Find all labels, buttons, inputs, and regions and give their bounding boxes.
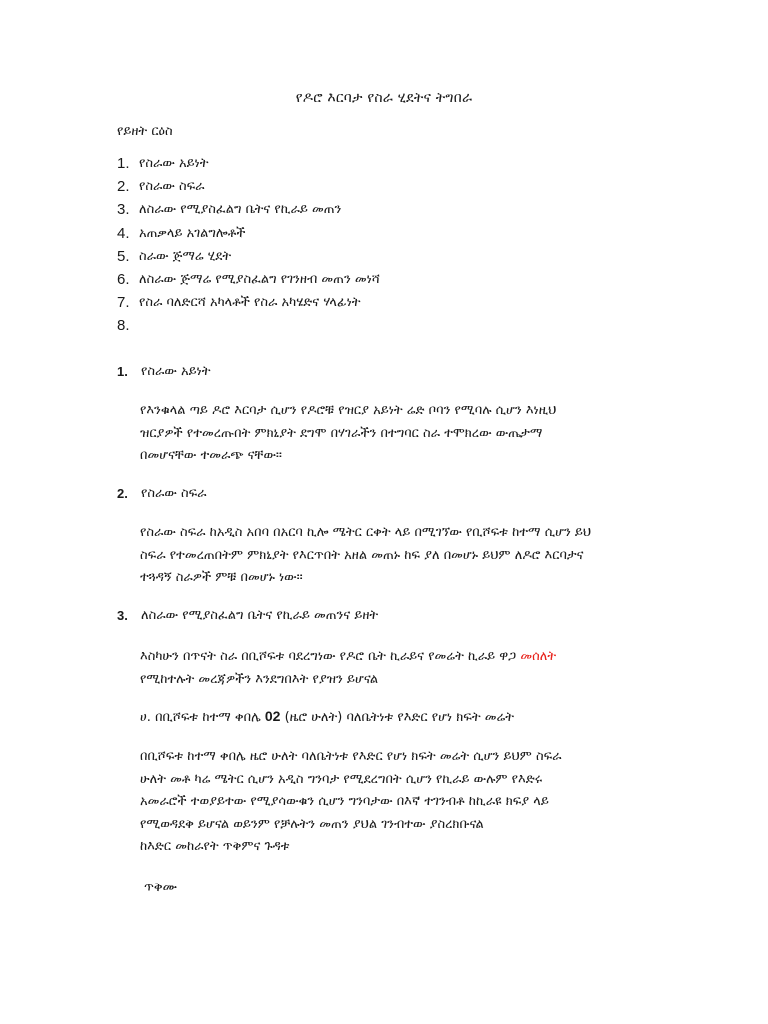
toc-text: አጠቃላይ አገልግሎቶች	[139, 225, 246, 241]
toc-item	[117, 222, 380, 245]
toc-item	[117, 314, 380, 337]
toc-text: የስራው አይነት	[139, 156, 209, 171]
section-heading	[117, 486, 207, 501]
section-number: 3.	[117, 608, 128, 623]
document-title: የዶሮ እርባታ የስራ ሂደትና ትግበራ	[295, 90, 473, 106]
toc-text: ስራው ጅማሬ ሂደት	[139, 248, 232, 264]
paragraph-line: አመራሮች ተወያይተው የሚያሳውቁን ሲሆን ግንባታው በእኛ ተገንብቶ ከኪራዩ ክፍያ ላይ	[140, 794, 549, 809]
toc-number: 3.	[117, 201, 130, 219]
toc-number: 2.	[117, 178, 130, 196]
subsection-text: ሀ. በቢሾፍቱ ከተማ ቀበሌ	[140, 710, 265, 725]
paragraph-line: የስራው ስፍራ ከአዲስ አበባ በአርባ ኪሎ ሜትር ርቀት ላይ በሚገኘው የቢሾፍቱ ከተማ ሲሆን ይህ	[140, 525, 592, 540]
toc-number: 6.	[117, 270, 130, 288]
toc-item	[117, 198, 380, 221]
toc-item	[117, 268, 380, 291]
toc-number: 5.	[117, 247, 130, 265]
toc-text: የስራው ስፍራ	[139, 179, 205, 195]
section-title: የስራው ስፍራ	[141, 486, 207, 501]
paragraph-line	[140, 646, 650, 669]
paragraph-line: ተጓዳኝ ስራዎች ምቹ በመሆኑ ነው።	[140, 570, 303, 585]
toc-item	[117, 245, 380, 268]
section-paragraph	[140, 522, 650, 590]
toc-text: ለስራው የሚያስፈልግ ቤትና የኪራይ መጠን	[139, 202, 342, 218]
table-of-contents	[117, 152, 380, 338]
paragraph-line: የእንቁላል ጣይ ዶሮ እርባታ ሲሆን የዶሮቹ የዝርያ አይነት ሬድ ቦባን የሚባሉ ሲሆን እነዚህ	[140, 403, 557, 418]
paragraph-line: ስፍራ የተመረጠበትም ምክኒያት የእርጥበት አዘል መጠኑ ከፍ ያለ በመሆኑ ይህም ለዶሮ እርባታና	[140, 547, 584, 563]
paragraph-line: የሚወዳደቅ ይሆናል ወይንም የቻሉትን መጠን ያህል ገንብተው ያስረክቡናል	[140, 816, 484, 832]
toc-text: ለስራው ጅማሬ የሚያስፈልግ የገንዘብ መጠን መነሻ	[139, 271, 380, 287]
paragraph-text: እስካሁን በጥናት ስራ በቢሾፍቱ ባደረግነው የዶሮ ቤት ኪራይና የመሬት ኪራይ ዋጋ	[140, 649, 521, 664]
section-paragraph	[140, 646, 650, 691]
section-title: ለስራው የሚያስፈልግ ቤትና የኪራይ መጠንና ይዘት	[141, 608, 379, 623]
paragraph-line: ሁለት መቶ ካሬ ሜትር ሲሆን አዲስ ግንባታ የሚደረግበት ሲሆን የኪራይ ውሉም የእድሩ	[140, 771, 543, 787]
paragraph-line: በመሆናቸው ተመራጭ ናቸው።	[140, 448, 282, 463]
toc-number: 1.	[117, 155, 130, 172]
section-paragraph	[140, 746, 650, 859]
toc-number: 8.	[117, 317, 130, 335]
subsection-heading	[140, 708, 514, 725]
paragraph-line: የሚከተሉት መረጃዎችን እንደግበእት የያዝን ይሆናል	[140, 671, 379, 687]
toc-number: 4.	[117, 224, 130, 242]
paragraph-line: በቢሾፍቱ ከተማ ቀበሌ ዜሮ ሁለት ባለቤትነቱ የእድር የሆነ ክፍት መሬት ሲሆን ይህም ስፍራ	[140, 749, 562, 764]
paragraph-line: ከእድር መከራየት ጥቅምና ጉዳቱ	[140, 839, 290, 854]
toc-text: የስራ ባለድርሻ አካላቶች የስራ አካሄድና ሃላፊነት	[139, 295, 361, 311]
toc-number: 7.	[117, 294, 130, 312]
section-title: የስራው አይነት	[141, 364, 211, 379]
section-number: 2.	[117, 486, 128, 501]
subsection-text: (ዜሮ ሁለት) ባለቤትነቱ የእድር የሆነ ክፍት መሬት	[280, 710, 515, 725]
paragraph-line: ዝርያዎች የተመረጡበት ምክኒያት ደግሞ በሃገራችን በተግባር ስራ ተሞክረው ውጤታማ	[140, 425, 543, 441]
subsection-number: 02	[264, 708, 281, 724]
section-heading	[117, 608, 378, 623]
section-number: 1.	[117, 364, 128, 379]
section-paragraph	[140, 400, 650, 468]
section-heading	[117, 364, 211, 379]
highlighted-word: መሰለት	[520, 649, 557, 664]
footer-word: ጥቅሙ	[144, 880, 177, 895]
toc-item	[117, 291, 380, 314]
toc-item	[117, 152, 380, 175]
toc-heading: የይዘት ርዕስ	[117, 124, 173, 139]
toc-item	[117, 175, 380, 198]
